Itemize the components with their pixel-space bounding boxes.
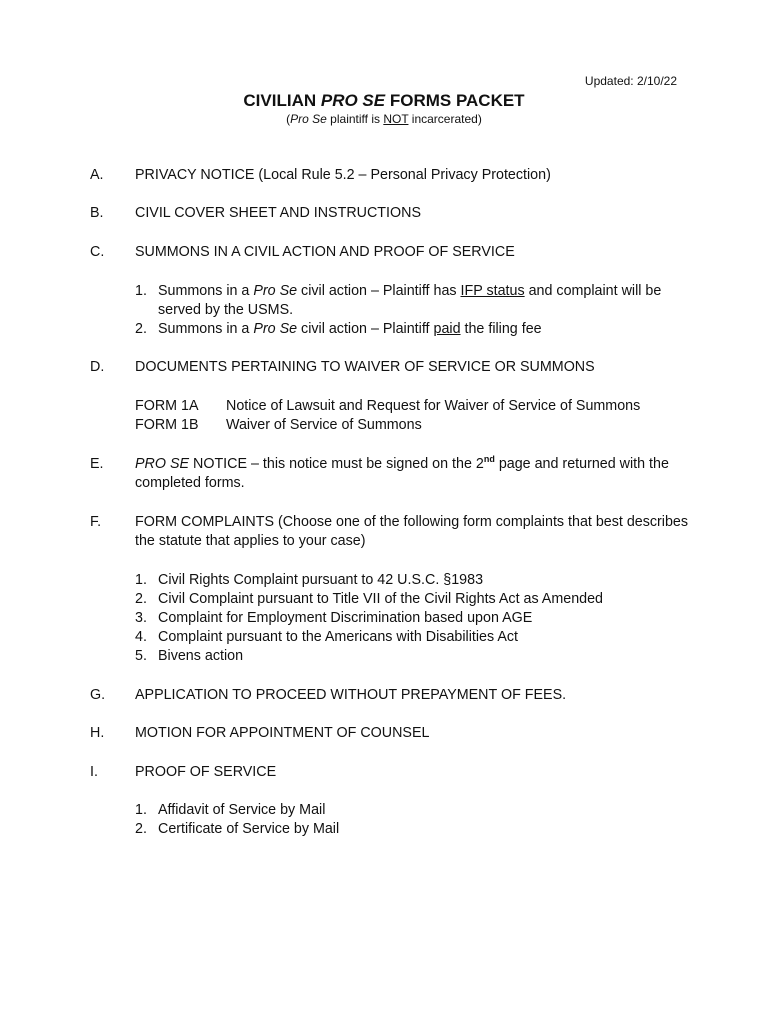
section-letter: H. [90, 725, 105, 741]
section-letter: D. [90, 359, 105, 375]
page-title [0, 91, 768, 111]
list-number: 1. [135, 572, 147, 588]
section-heading: CIVIL COVER SHEET AND INSTRUCTIONS [135, 205, 421, 221]
heading-text: page and returned with the completed forms. [135, 456, 669, 491]
title-part: FORMS PACKET [385, 91, 525, 110]
section-letter: G. [90, 687, 106, 703]
item-text: the filing fee [460, 321, 542, 337]
item-text: and complaint will be served by the USMS. [158, 283, 662, 318]
item-text: Bivens action [158, 648, 244, 664]
item-text: Complaint for Employment Discrimination based upon AGE [158, 610, 533, 626]
item-text: Certificate of Service by Mail [158, 821, 340, 837]
list-item [135, 590, 695, 609]
item-text: Summons in a [158, 321, 254, 337]
item-italic: Pro Se [253, 283, 298, 299]
item-text: Civil Complaint pursuant to Title VII of the Civil Rights Act as Amended [158, 591, 603, 607]
item-text: Summons in a [158, 283, 254, 299]
list-item [135, 609, 695, 628]
section-heading: APPLICATION TO PROCEED WITHOUT PREPAYMENT OF FEES. [135, 687, 567, 703]
item-text: Complaint pursuant to the Americans with Disabilities Act [158, 629, 518, 645]
item-underline: paid [433, 321, 461, 337]
item-text: Affidavit of Service by Mail [158, 802, 326, 818]
item-italic: Pro Se [253, 321, 298, 337]
section-letter: C. [90, 244, 105, 260]
list-number: 2. [135, 821, 147, 837]
item-underline: IFP status [460, 283, 525, 299]
section-letter: E. [90, 456, 104, 472]
section-i-list [135, 801, 695, 839]
form-description: Waiver of Service of Summons [226, 417, 422, 433]
subtitle-part: plaintiff is [326, 112, 384, 126]
form-code: FORM 1B [135, 417, 199, 433]
list-number: 1. [135, 802, 147, 818]
form-code: FORM 1A [135, 398, 199, 414]
list-number: 2. [135, 321, 147, 337]
section-heading: PRIVACY NOTICE (Local Rule 5.2 – Personal Privacy Protection) [135, 167, 551, 183]
list-number: 1. [135, 283, 147, 299]
section-heading: MOTION FOR APPOINTMENT OF COUNSEL [135, 725, 430, 741]
section-heading: DOCUMENTS PERTAINING TO WAIVER OF SERVICE OR SUMMONS [135, 359, 595, 375]
title-part: CIVILIAN [243, 91, 321, 110]
item-text: civil action – Plaintiff [297, 321, 434, 337]
heading-text: NOTICE – this notice must be signed on the 2 [189, 456, 484, 472]
form-row [135, 416, 422, 435]
list-number: 5. [135, 648, 147, 664]
list-number: 4. [135, 629, 147, 645]
heading-italic: PRO SE [135, 456, 190, 472]
section-letter: F. [90, 514, 102, 530]
section-heading: FORM COMPLAINTS (Choose one of the following form complaints that best describes the statute that applies to your case) [135, 514, 689, 549]
item-text: civil action – Plaintiff has [297, 283, 461, 299]
subtitle-underline: NOT [383, 112, 409, 126]
list-item [135, 571, 695, 590]
superscript: nd [483, 454, 495, 465]
item-text: Civil Rights Complaint pursuant to 42 U.S.C. §1983 [158, 572, 484, 588]
section-f-list [135, 571, 695, 666]
page-subtitle [0, 112, 768, 126]
list-item [135, 282, 695, 320]
section-heading: SUMMONS IN A CIVIL ACTION AND PROOF OF SERVICE [135, 244, 515, 260]
updated-date: Updated: 2/10/22 [584, 74, 677, 88]
section-c-list [135, 282, 695, 339]
list-item [135, 628, 695, 647]
subtitle-part: ( [286, 112, 291, 126]
list-number: 2. [135, 591, 147, 607]
section-letter: A. [90, 167, 104, 183]
list-item [135, 320, 695, 339]
section-letter: B. [90, 205, 104, 221]
form-row [135, 397, 640, 416]
section-letter: I. [90, 764, 98, 780]
subtitle-italic: Pro Se [290, 112, 327, 126]
list-item [135, 820, 695, 839]
subtitle-part: incarcerated) [408, 112, 482, 126]
section-heading: PROOF OF SERVICE [135, 764, 277, 780]
list-item [135, 647, 695, 666]
list-item [135, 801, 695, 820]
section-heading [135, 455, 695, 493]
title-emphasis: PRO SE [320, 91, 386, 110]
form-description: Notice of Lawsuit and Request for Waiver of Service of Summons [226, 398, 641, 414]
list-number: 3. [135, 610, 147, 626]
